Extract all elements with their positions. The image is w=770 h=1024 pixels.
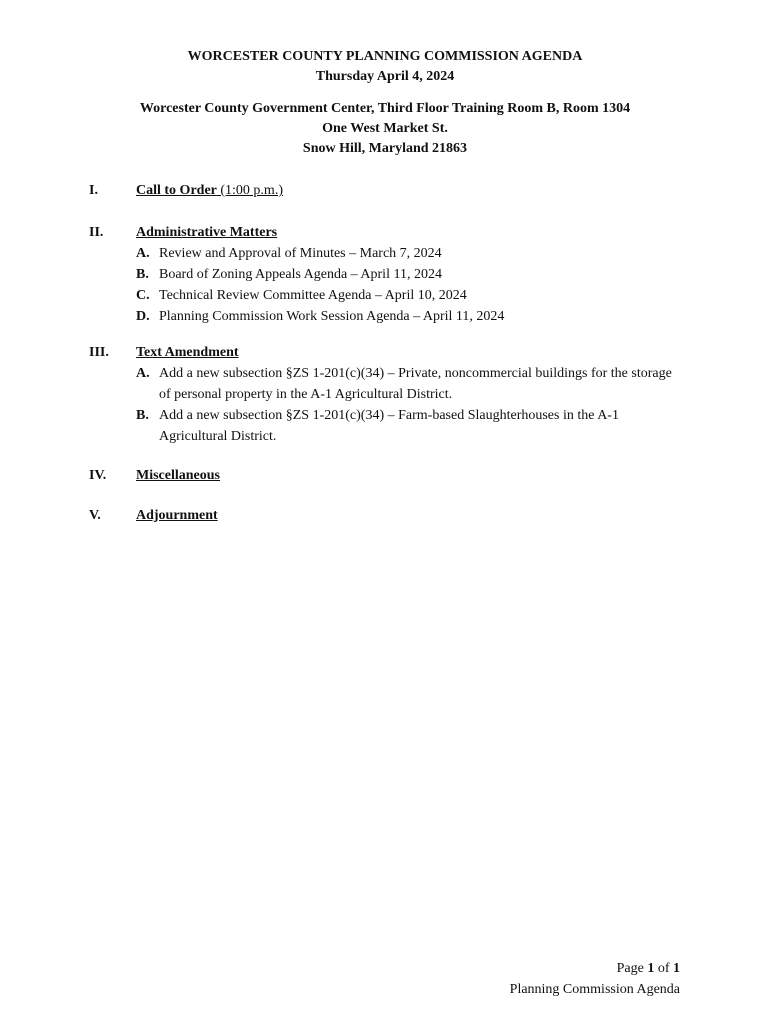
section-items [136, 363, 676, 447]
section-title: Text Amendment [136, 345, 239, 360]
page-current: 1 [647, 961, 655, 976]
city-address: Snow Hill, Maryland 21863 [302, 141, 468, 156]
item-letter: B. [136, 408, 149, 423]
section-time-note: (1:00 p.m.) [216, 183, 283, 198]
agenda-item [136, 243, 676, 264]
item-letter: C. [136, 288, 150, 303]
item-letter: D. [136, 309, 150, 324]
section-numeral: I. [89, 183, 98, 198]
section-items [136, 243, 676, 327]
item-letter: B. [136, 267, 149, 282]
section-numeral: II. [89, 225, 104, 240]
agenda-item [136, 363, 676, 405]
agenda-item [136, 285, 676, 306]
section-numeral: III. [89, 345, 109, 360]
item-text: Add a new subsection §ZS 1-201(c)(34) – Farm-based Slaughterhouses in the A-1 Agricultural District. [159, 408, 619, 444]
agenda-title: WORCESTER COUNTY PLANNING COMMISSION AGENDA [187, 49, 583, 64]
document-name: Planning Commission Agenda [509, 982, 680, 997]
section-title [136, 181, 283, 201]
agenda-item [136, 264, 676, 285]
section-numeral: V. [89, 508, 101, 523]
section-title: Adjournment [136, 508, 218, 523]
page-total: 1 [673, 961, 680, 976]
page-footer [510, 958, 680, 1000]
page-number [510, 958, 680, 979]
agenda-header [0, 47, 770, 87]
section-numeral: IV. [89, 468, 107, 483]
street-address: One West Market St. [322, 121, 448, 136]
section-title: Miscellaneous [136, 468, 220, 483]
item-text: Technical Review Committee Agenda – April 10, 2024 [159, 288, 467, 303]
agenda-item [136, 405, 676, 447]
section-title: Administrative Matters [136, 225, 278, 240]
meeting-location [0, 99, 770, 159]
page-of: of [654, 961, 673, 976]
item-letter: A. [136, 246, 150, 261]
item-text: Add a new subsection §ZS 1-201(c)(34) – Private, noncommercial buildings for the storage of personal property in the A-1 Agricultural District. [159, 366, 672, 402]
meeting-date: Thursday April 4, 2024 [315, 69, 455, 84]
venue-name: Worcester County Government Center, Third Floor Training Room B, Room 1304 [139, 101, 631, 116]
agenda-item [136, 306, 676, 327]
section-title-text: Call to Order [136, 183, 217, 198]
item-letter: A. [136, 366, 150, 381]
item-text: Review and Approval of Minutes – March 7, 2024 [159, 246, 442, 261]
page-label: Page [616, 961, 648, 976]
item-text: Planning Commission Work Session Agenda – April 11, 2024 [159, 309, 505, 324]
item-text: Board of Zoning Appeals Agenda – April 11, 2024 [159, 267, 442, 282]
